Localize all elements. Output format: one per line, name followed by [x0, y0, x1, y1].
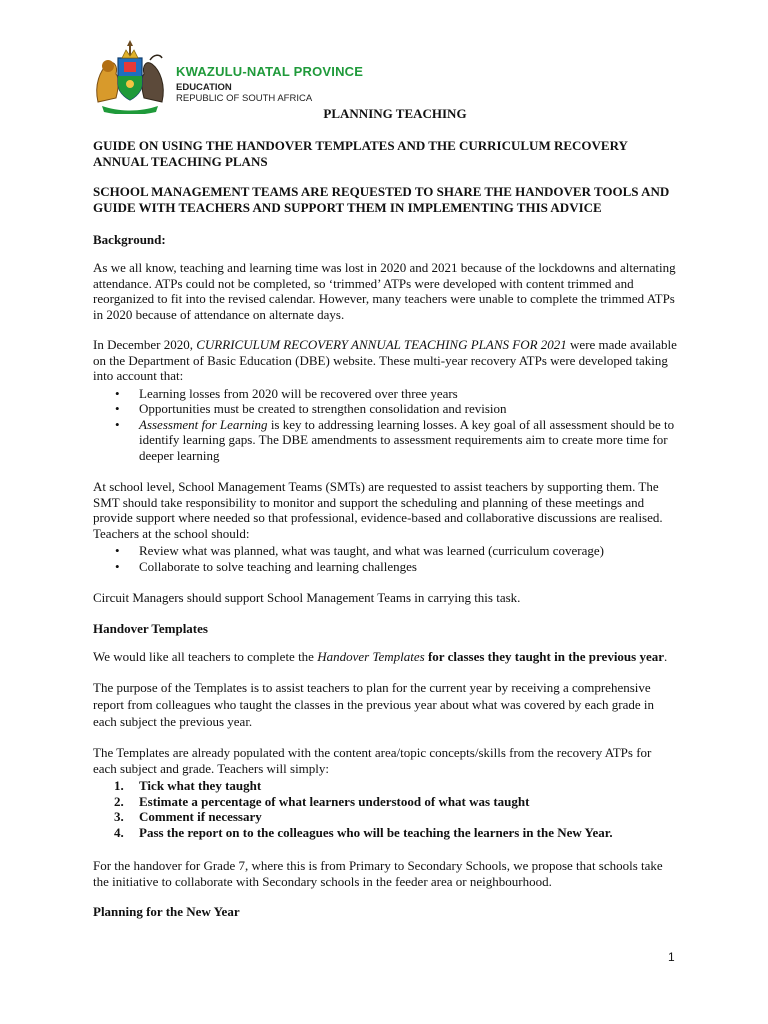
document-title: PLANNING TEACHING	[323, 106, 467, 121]
department-name: EDUCATION	[176, 82, 232, 93]
list-item: • Collaborate to solve teaching and learning challenges	[139, 559, 677, 575]
templates-paragraph: The Templates are already populated with the content area/topic concepts/skills from the recovery ATPs for each subject and grade. Teachers will simply:	[93, 745, 652, 776]
document-body	[93, 106, 677, 932]
teacher-steps-list	[93, 778, 677, 840]
list-item	[114, 778, 677, 794]
assessment-bullet-text: is key to addressing learning losses. A key goal of all assessment should be to identify learning gaps. The DBE amendments to assessment requirements aim to create more time for deeper learning	[139, 416, 675, 463]
list-item: • Learning losses from 2020 will be recovered over three years	[139, 386, 677, 402]
step-text: Tick what they taught	[139, 778, 262, 793]
list-item	[114, 793, 677, 810]
background-heading: Background:	[93, 232, 166, 247]
background-paragraph-1: As we all know, teaching and learning time was lost in 2020 and 2021 because of the lockdowns and alternating attendance. ATPs could not be completed, so ‘trimmed’ ATPs were developed with content trimmed and reorganized to fit into the revised calendar. However, many teachers were unable to complete the trimmed ATPs in 2020 because of attendance on alternate days.	[93, 260, 676, 322]
list-item	[114, 824, 677, 841]
planning-new-year-heading: Planning for the New Year	[93, 904, 240, 919]
purpose-paragraph: The purpose of the Templates is to assist teachers to plan for the current year by receiving a comprehensive report from colleagues who taught the classes in the previous year about what was covered by each grade in each subject the previous year.	[93, 680, 654, 729]
list-item	[114, 809, 677, 825]
list-item	[139, 417, 677, 464]
curriculum-recovery-title: CURRICULUM RECOVERY ANNUAL TEACHING PLANS FOR 2021	[196, 337, 567, 352]
handover-templates-term: Handover Templates	[317, 648, 425, 664]
list-item: • Opportunities must be created to strengthen consolidation and revision	[139, 401, 677, 417]
guide-heading: GUIDE ON USING THE HANDOVER TEMPLATES AND THE CURRICULUM RECOVERY ANNUAL TEACHING PLANS	[93, 138, 628, 169]
teacher-action-bullets	[93, 543, 677, 574]
smt-request-heading: SCHOOL MANAGEMENT TEAMS ARE REQUESTED TO SHARE THE HANDOVER TOOLS AND GUIDE WITH TEACHERS AND SUPPORT THEM IN IMPLEMENTING THIS ADVICE	[93, 184, 670, 215]
recovery-atp-bullets	[93, 386, 677, 464]
grade7-handover-paragraph: For the handover for Grade 7, where this is from Primary to Secondary Schools, we propose that schools take the initiative to collaborate with Secondary schools in the feeder area or neighbourhood.	[93, 858, 663, 889]
step-number: 2.	[114, 793, 124, 809]
assessment-for-learning-term: Assessment for Learning	[139, 416, 268, 432]
handover-p1-end: .	[664, 648, 668, 664]
step-text: Pass the report on to the colleagues who will be teaching the learners in the New Year.	[139, 824, 613, 840]
step-text: Comment if necessary	[139, 809, 262, 824]
province-name: KWAZULU-NATAL PROVINCE	[176, 64, 364, 79]
smt-paragraph: At school level, School Management Teams (SMTs) are requested to assist teachers by supporting them. The SMT should take responsibility to monitor and support the scheduling and planning of these meetings and provide support where needed so that professional, evidence-based and collaborative discussions are realised. Teachers at the school should:	[93, 479, 663, 541]
step-number: 4.	[114, 824, 124, 840]
circuit-managers-paragraph: Circuit Managers should support School Management Teams in carrying this task.	[93, 590, 521, 605]
list-item: • Review what was planned, what was taught, and what was learned (curriculum coverage)	[139, 543, 677, 559]
handover-paragraph	[93, 649, 677, 665]
handover-templates-heading: Handover Templates	[93, 620, 208, 636]
handover-p1-start: We would like all teachers to complete the	[93, 648, 318, 664]
handover-p1-bold: for classes they taught in the previous year	[424, 648, 665, 664]
background-p2-start: In December 2020,	[93, 337, 197, 352]
background-paragraph-2	[93, 337, 677, 384]
step-text: Estimate a percentage of what learners understood of what was taught	[139, 793, 530, 809]
step-number: 3.	[114, 809, 124, 824]
step-number: 1.	[114, 778, 124, 793]
country-name: REPUBLIC OF SOUTH AFRICA	[176, 93, 313, 104]
organization-header	[176, 64, 363, 104]
kzn-coat-of-arms-logo	[90, 40, 170, 114]
page-number: 1	[668, 950, 675, 964]
background-p2-end: were made available on the Department of Basic Education (DBE) website. These multi-year recovery ATPs were developed taking into account that:	[93, 337, 677, 383]
